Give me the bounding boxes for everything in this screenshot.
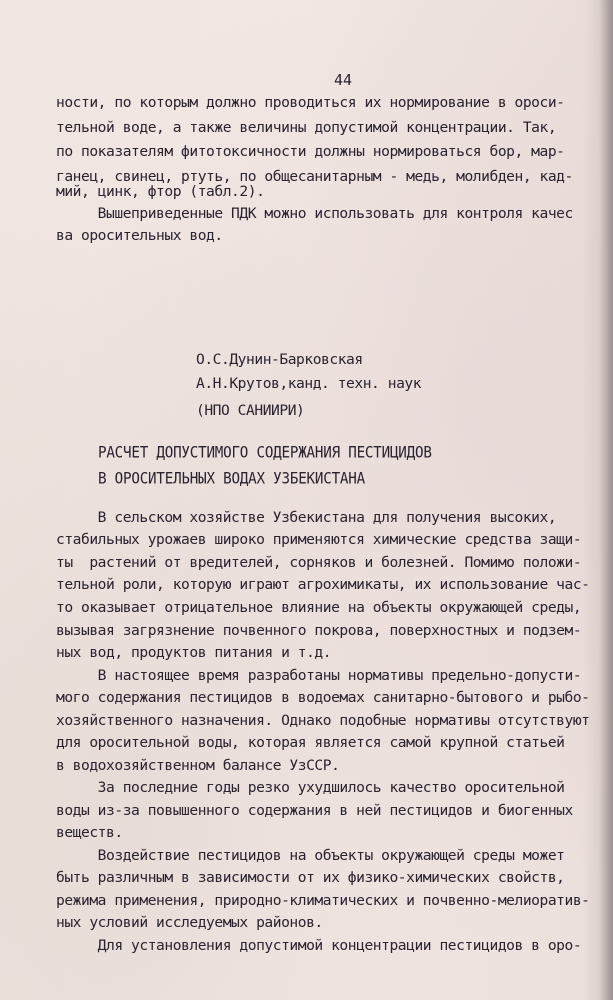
body-line: хозяйственного назначения. Однако подобные нормативы отсутствуют: [56, 712, 590, 729]
body-line: то оказывает отрицательное влияние на объекты окружающей среды,: [56, 599, 582, 616]
author-name: А.Н.Крутов,канд. техн. наук: [196, 375, 422, 392]
body-line: Воздействие пестицидов на объекты окружающей среды может: [56, 847, 565, 864]
body-line: быть различным в зависимости от их физико-химических свойств,: [56, 869, 565, 886]
intro-line: Вышеприведенные ПДК можно использовать для контроля качес: [56, 205, 573, 222]
body-line: для оросительной воды, которая является самой крупной статьей: [56, 734, 565, 751]
body-line: В настоящее время разработаны нормативы предельно-допусти-: [56, 667, 582, 684]
intro-line: по показателям фитотоксичности должны нормироваться бор, мар-: [56, 143, 565, 160]
article-title: В ОРОСИТЕЛЬНЫХ ВОДАХ УЗБЕКИСТАНА: [98, 470, 365, 488]
body-line: воды из-за повышенного содержания в ней пестицидов и биогенных: [56, 802, 573, 819]
body-line: в водохозяйственном балансе УзССР.: [56, 757, 340, 774]
body-line: ных условий исследуемых районов.: [56, 914, 323, 931]
author-name: О.С.Дунин-Барковская: [196, 351, 363, 368]
intro-line: ности, по которым должно проводиться их нормирование в ороси-: [56, 94, 565, 111]
article-title: РАСЧЕТ ДОПУСТИМОГО СОДЕРЖАНИЯ ПЕСТИЦИДОВ: [98, 444, 432, 462]
body-line: За последние годы резко ухудшилось качество оросительной: [56, 779, 565, 796]
body-line: Для установления допустимой концентрации пестицидов в оро-: [56, 937, 582, 954]
intro-line: мий, цинк, фтор (табл.2).: [56, 183, 265, 200]
intro-line: ганец, свинец, ртуть, по общесанитарным - медь, молибден, кад-: [56, 168, 573, 185]
body-line: ты растений от вредителей, сорняков и болезней. Помимо положи-: [56, 554, 582, 571]
body-line: вызывая загрязнение почвенного покрова, поверхностных и подзем-: [56, 622, 582, 639]
body-line: В сельском хозяйстве Узбекистана для получения высоких,: [56, 509, 557, 526]
body-line: тельной роли, которую играют агрохимикаты, их использование час-: [56, 576, 590, 593]
body-line: мого содержания пестицидов в водоемах санитарно-бытового и рыбо-: [56, 689, 590, 706]
body-line: ных вод, продуктов питания и т.д.: [56, 644, 332, 661]
body-line: стабильных урожаев широко применяются химические средства защи-: [56, 531, 582, 548]
intro-line: тельной воде, а также величины допустимой концентрации. Так,: [56, 119, 557, 136]
author-affiliation: (НПО САНИИРИ): [196, 402, 305, 419]
page-edge-shadow: [599, 0, 613, 1000]
intro-line: ва оросительных вод.: [56, 227, 223, 244]
body-line: веществ.: [56, 824, 123, 841]
body-line: режима применения, природно-климатических и почвенно-мелиоратив-: [56, 892, 590, 909]
page-number: 44: [334, 71, 353, 89]
